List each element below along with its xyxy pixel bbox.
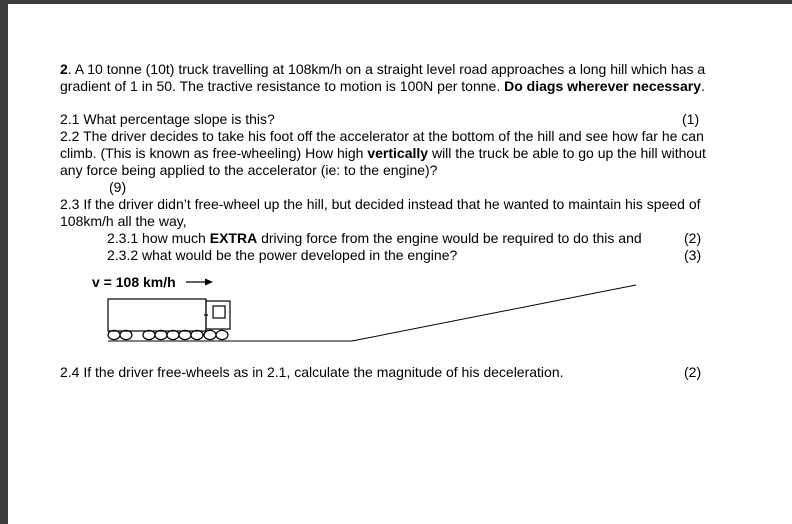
question-2-2-text-cont: will the truck be able to go up the hill without [428,145,706,161]
period: . [701,78,705,94]
question-2-2-text: climb. (This is known as free-wheeling) How high [60,145,368,161]
truck-window [213,306,225,318]
question-2-3-2-marks: (3) [684,247,702,263]
question-2-3-line-1: 2.3 If the driver didn’t free-wheel up the hill, but decided instead that he wanted to maintain his speed of [60,196,701,212]
velocity-label: v = 108 km/h [92,274,176,290]
question-2-number: 2 [60,61,68,77]
question-2-3-1-suffix: driving force from the engine would be required to do this and [257,230,642,246]
emphasis-vertically: vertically [367,145,429,161]
question-2-intro-text: . A 10 tonne (10t) truck travelling at 108km/h on a straight level road approaches a long hill which has a [67,61,706,77]
question-2-intro-text-cont: gradient of 1 in 50. The tractive resistance to motion is 100N per tonne. [60,78,505,94]
question-2-4-text: 2.4 If the driver free-wheels as in 2.1, calculate the magnitude of his deceleration. [60,364,564,380]
truck-trailer [108,299,206,331]
question-2-3-1-prefix: 2.3.1 how much [107,230,210,246]
question-2-1-marks: (1) [682,111,700,127]
emphasis-extra: EXTRA [209,230,258,246]
question-2-3-1-marks: (2) [684,230,702,246]
document-page [8,4,792,524]
instruction-bold: Do diags wherever necessary [504,78,701,94]
question-2-3-2-text: 2.3.2 what would be the power developed in the engine? [107,247,458,263]
question-2-2-line-1: 2.2 The driver decides to take his foot off the accelerator at the bottom of the hill and see how far he can [60,128,704,144]
velocity-arrow-icon [186,279,213,286]
truck-hill-diagram [8,4,792,524]
question-2-2-marks: (9) [109,179,127,195]
question-2-3-line-2: 108km/h all the way, [60,213,187,229]
road-and-hill [108,285,636,341]
truck-cab [206,301,230,329]
question-2-4-marks: (2) [684,364,702,380]
truck-wheels [108,330,228,339]
question-2-1-text: 2.1 What percentage slope is this? [60,111,275,127]
truck-icon [108,299,230,340]
question-2-2-line-3: any force being applied to the accelerator (ie: to the engine)? [60,162,438,178]
